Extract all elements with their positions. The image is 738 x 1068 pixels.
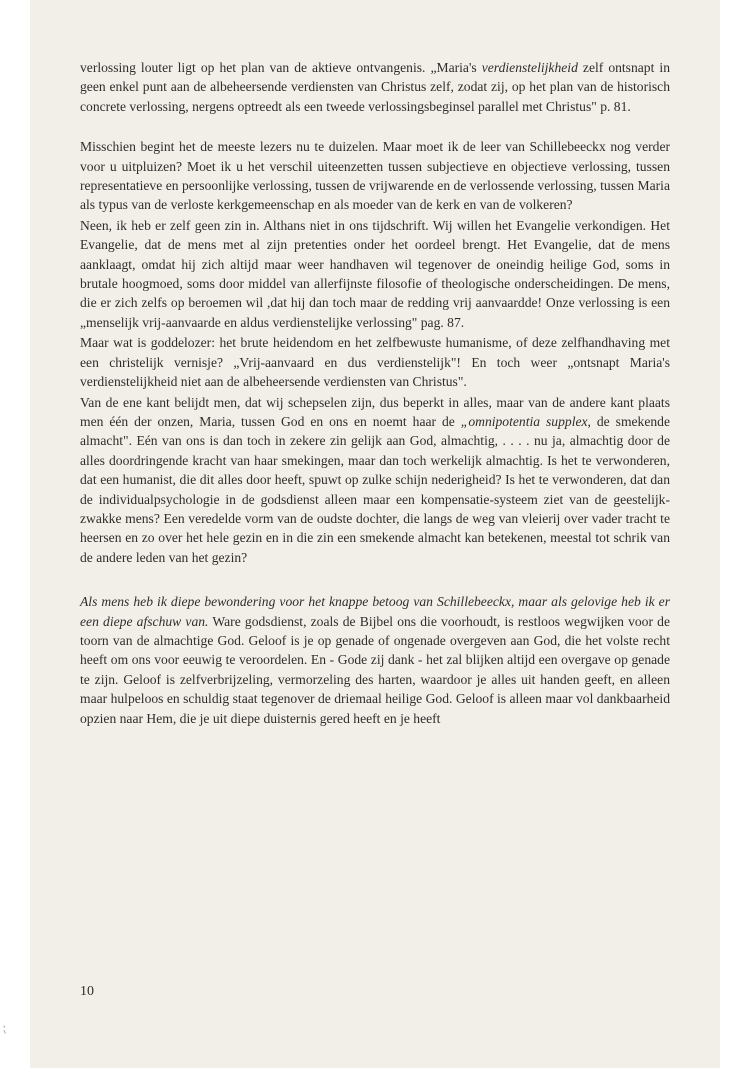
scan-smudge-mark: ⁏ bbox=[2, 1021, 7, 1036]
body-text bbox=[80, 58, 670, 728]
book-page bbox=[30, 0, 720, 1068]
paragraph: Neen, ik heb er zelf geen zin in. Althans niet in ons tijdschrift. Wij willen het Evangelie verkondigen. Het Evangelie, dat de mens met al zijn pretenties onder het oordeel brengt. Het Evangelie, dat de mens aanklaagt, omdat hij zich altijd maar weer handhaven wil tegenover de oneindig heilige God, soms in brutale hoogmoed, soms door middel van allerfijnste filosofie of theologische onderscheidingen. De mens, die er zich zelfs op beroemen wil ,dat hij dan toch maar de redding vrij aanvaardde! Onze verlossing is een „menselijk vrij-aanvaarde en aldus verdienstelijke verlossing" pag. 87. bbox=[80, 217, 670, 330]
paragraph: Als mens heb ik diepe bewondering voor het knappe betoog van Schillebeeckx, maar als gelovige heb ik er een diepe afschuw van. Ware godsdienst, zoals de Bijbel ons die voorhoudt, is restloos wegwijken voor de toorn van de almachtige God. Geloof is je op genade of ongenade overgeven aan God, die het volste recht heeft om ons voor eeuwig te veroordelen. En - Gode zij dank - het zal blijken altijd een overgave op genade te zijn. Geloof is zelfverbrijzeling, vermorzeling des harten, waardoor je alles uit handen geeft, en alleen maar hulpeloos en schuldig staat tegenover de driemaal heilige God. Geloof is alleen maar vol dankbaarheid opzien naar Hem, die je uit diepe duisternis gered heeft en je heeft bbox=[80, 594, 671, 726]
paragraph: Misschien begint het de meeste lezers nu te duizelen. Maar moet ik de leer van Schillebeeckx nog verder voor u uitpluizen? Moet ik u het verschil uiteenzetten tussen subjectieve en objectieve verlossing, tussen representatieve en persoonlijke verlossing, tussen de vrijwarende en de verlossende verlossing, tussen Maria als typus van de verloste kerkgemeenschap en als moeder van de kerk en van de volkeren? bbox=[80, 139, 670, 213]
paragraph: Van de ene kant belijdt men, dat wij schepselen zijn, dus beperkt in alles, maar van de andere kant plaats men één der onzen, Maria, tussen God en ons en noemt haar de „omnipotentia supplex, de smekende almacht". Eén van ons is dan toch in zekere zin gelijk aan God, almachtig, . . . . nu ja, almachtig door de alles doordringende kracht van haar smekingen, maar dan toch werkelijk almachtig. Is het te verwonderen, dat een humanist, die dit alles door heeft, spuwt op zulke schijn nederigheid? Is het te verwonderen, dat dan de individualpsychologie in de godsdienst alleen maar een kompensatie-systeem ziet van de geestelijk-zwakke mens? Een veredelde vorm van de oudste dochter, die langs de weg van vleierij over vader tracht te heersen en zo over het hele gezin en in die zin een smekende almacht kan betekenen, meestal tot schrik van de andere leden van het gezin? bbox=[80, 394, 671, 565]
paragraph: Maar wat is goddelozer: het brute heidendom en het zelfbewuste humanisme, of deze zelfhandhaving met een christelijk vernisje? „Vrij-aanvaard en dus verdienstelijk"! En toch weer „ontsnapt Maria's verdienstelijkheid niet aan de albeheersende verdiensten van Christus". bbox=[80, 335, 670, 390]
paragraph: verlossing louter ligt op het plan van de aktieve ontvangenis. „Maria's verdienstelijkheid zelf ontsnapt in geen enkel punt aan de albeheersende verdiensten van Christus zelf, zodat zij, op het plan van de historisch concrete verlossing, nergens optreedt als een tweede verlossingsbeginsel parallel met Christus" p. 81. bbox=[80, 60, 670, 114]
page-number: 10 bbox=[80, 984, 94, 999]
